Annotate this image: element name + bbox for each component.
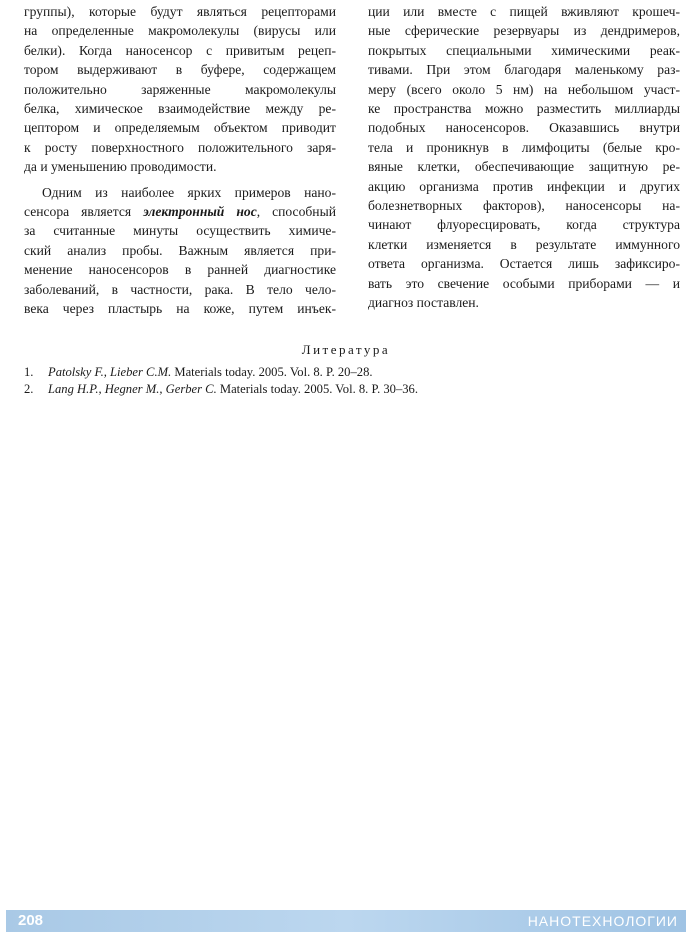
text-line: тором выдерживают в буфере, содержащем (24, 62, 336, 78)
references-heading: Литература (301, 342, 391, 357)
reference-source: Materials today. 2005. Vol. 8. P. 30–36. (216, 382, 418, 396)
text-line: акцию организма против инфекции и других (368, 178, 680, 194)
text-line: к росту поверхностного положительного заря- (24, 139, 336, 155)
text-line: менение наносенсоров в ранней диагностике (24, 262, 336, 278)
text-line: клетки изменяется в результате иммунного (368, 236, 680, 252)
page-number: 208 (18, 912, 44, 929)
text-line: Одним из наиболее ярких примеров нано- (42, 184, 336, 200)
text-line: положительно заряженные макромолекулы (24, 81, 336, 97)
text-line: ные сферические резервуары из дендримеров, (368, 23, 680, 39)
highlighted-term: электронный нос (143, 204, 257, 220)
text-line-with-term (24, 202, 336, 221)
text-line: вать это свечение особыми приборами — и (368, 275, 680, 291)
reference-number: 1. (24, 365, 34, 379)
paragraph-2 (24, 183, 336, 319)
text-line: за считанные минуты осуществить химиче- (24, 223, 336, 239)
journal-name: НАНОТЕХНОЛОГИИ (527, 913, 678, 929)
text-line: ский анализ пробы. Важным является при- (24, 242, 336, 258)
text-line: белка, химическое взаимодействие между ре- (24, 101, 336, 117)
reference-item (24, 381, 664, 398)
text-line: подобных наносенсоров. Оказавшись внутри (368, 120, 680, 136)
page-footer-band (6, 910, 686, 932)
text-line: белки). Когда наносенсор с привитым рецеп- (24, 42, 336, 58)
text-line: тела и проникнув в лимфоциты (белые кро- (368, 139, 680, 155)
reference-authors: Patolsky F., Lieber C.M. (48, 365, 172, 379)
references-list (24, 364, 664, 398)
term-trail-text: , способный (256, 204, 336, 220)
text-line: ответа организма. Остается лишь зафиксиро- (368, 256, 680, 272)
text-line: меру (всего около 5 нм) на небольшом участ- (368, 81, 680, 97)
text-line: заболеваний, в частности, рака. В тело чело- (24, 281, 336, 297)
right-column (368, 2, 680, 313)
text-line: чинают флуоресцировать, когда структура (368, 217, 680, 233)
text-line: ке пространства можно разместить миллиарды (368, 101, 680, 117)
left-column (24, 2, 336, 319)
text-line: группы), которые будут являться рецепторами (24, 4, 336, 19)
text-line: цептором и определяемым объектом приводит (24, 120, 336, 136)
reference-item (24, 364, 664, 381)
text-line: да и уменьшению проводимости. (24, 159, 217, 175)
text-line: диагноз поставлен. (368, 295, 479, 311)
term-lead-text: сенсора является (24, 204, 144, 220)
text-line: болезнетворных факторов), наносенсоры на- (368, 198, 680, 214)
text-line: покрытых специальными химическими реак- (368, 42, 680, 58)
paragraph-1 (24, 2, 336, 177)
reference-authors: Lang H.P., Hegner M., Gerber C. (48, 382, 217, 396)
text-line: ции или вместе с пищей вживляют крошеч- (368, 4, 680, 19)
reference-number: 2. (24, 382, 34, 396)
text-line: на определенные макромолекулы (вирусы или (24, 23, 336, 39)
text-line: вяные клетки, обеспечивающие защитную ре- (368, 159, 680, 175)
paragraph-3 (368, 2, 680, 313)
reference-source: Materials today. 2005. Vol. 8. P. 20–28. (171, 365, 373, 379)
text-line: века через пластырь на коже, путем инъек- (24, 301, 336, 317)
text-line: тивами. При этом благодаря маленькому раз- (368, 62, 680, 78)
